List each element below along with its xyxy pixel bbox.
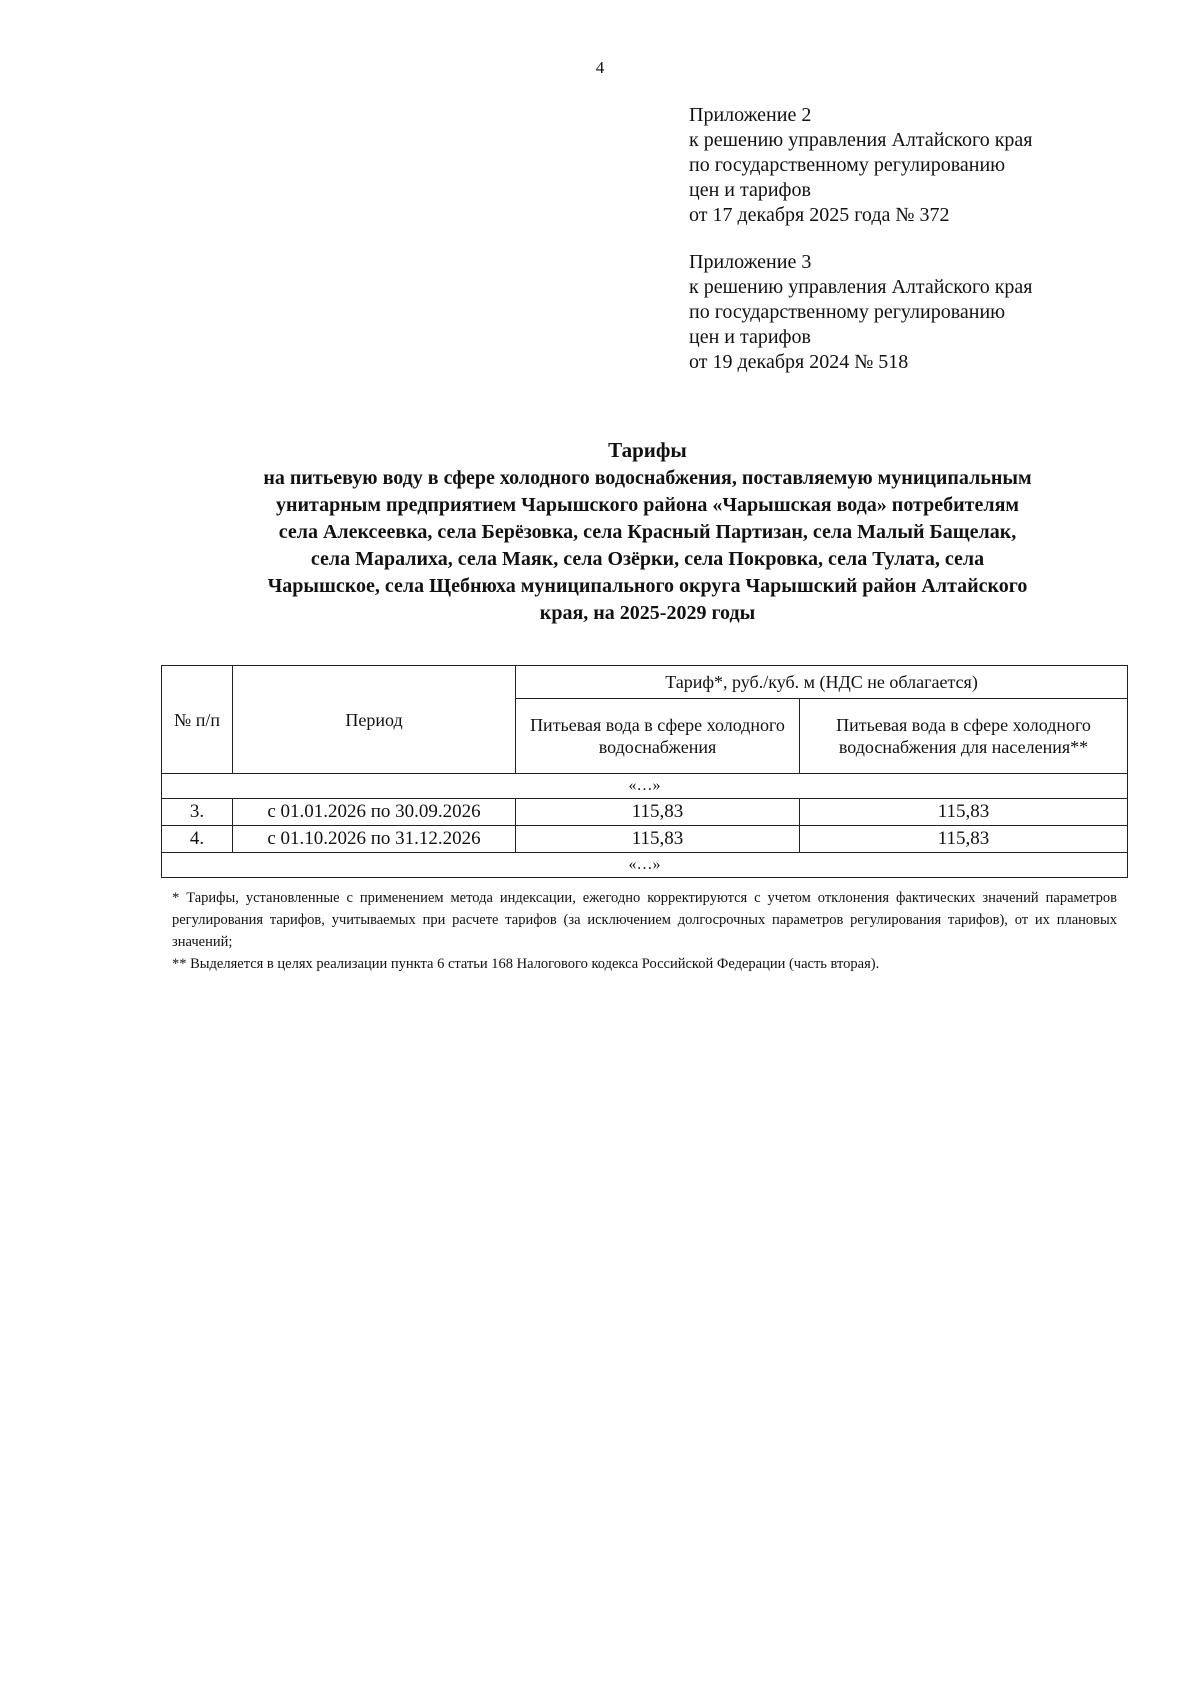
appendix-3-reference [689,250,1033,375]
title-line: села Алексеевка, села Берёзовка, села Красный Партизан, села Малый Бащелак, [278,521,1017,543]
appendix-line: Приложение 3 [689,251,812,273]
table-ellipsis-row [162,774,1128,799]
row-number: 3. [162,799,233,826]
table-ellipsis-row [162,853,1128,878]
row-population-tariff: 115,83 [800,799,1128,826]
table-row [162,799,1128,826]
footnote-indexation: * Тарифы, установленные с применением метода индексации, ежегодно корректируются с учетом отклонения фактических значений параметров регулирования тарифов, учитываемых при расчете тарифов (за исключением долгосрочных параметров регулирования тарифов), от их плановых значений; [172,890,1117,950]
title-line: унитарным предприятием Чарышского района «Чарышская вода» потребителям [275,494,1020,516]
document-title [165,437,1130,627]
appendix-line: по государственному регулированию [689,154,1006,176]
header-tariff-group: Тариф*, руб./куб. м (НДС не облагается) [516,666,1128,699]
appendix-line: к решению управления Алтайского края [689,129,1033,151]
footnote-vat: ** Выделяется в целях реализации пункта 6 статьи 168 Налогового кодекса Российской Федерации (часть вторая). [172,956,880,972]
title-main: Тарифы [608,438,687,462]
appendix-line: от 19 декабря 2024 № 518 [689,351,909,373]
row-number: 4. [162,826,233,853]
header-number: № п/п [162,666,233,774]
header-water: Питьевая вода в сфере холодного водоснабжения [516,699,800,774]
title-line: села Маралиха, села Маяк, села Озёрки, села Покровка, села Тулата, села [310,548,985,570]
tariff-table [161,665,1128,878]
ellipsis-bottom: «…» [162,853,1128,878]
ellipsis-top: «…» [162,774,1128,799]
header-period: Период [233,666,516,774]
appendix-line: к решению управления Алтайского края [689,276,1033,298]
appendix-2-reference [689,103,1033,228]
appendix-line: цен и тарифов [689,179,811,201]
appendix-line: Приложение 2 [689,104,812,126]
footnotes [172,887,1117,975]
row-water-tariff: 115,83 [516,826,800,853]
row-period: с 01.10.2026 по 31.12.2026 [233,826,516,853]
row-population-tariff: 115,83 [800,826,1128,853]
row-water-tariff: 115,83 [516,799,800,826]
table-row [162,826,1128,853]
row-period: с 01.01.2026 по 30.09.2026 [233,799,516,826]
appendix-line: от 17 декабря 2025 года № 372 [689,204,950,226]
title-line: на питьевую воду в сфере холодного водоснабжения, поставляемую муниципальным [263,467,1032,489]
title-line: края, на 2025-2029 годы [539,602,756,624]
header-population: Питьевая вода в сфере холодного водоснабжения для населения** [800,699,1128,774]
appendix-line: по государственному регулированию [689,301,1006,323]
table-header-row [162,666,1128,699]
page-number: 4 [595,58,605,77]
title-line: Чарышское, села Щебнюха муниципального округа Чарышский район Алтайского [267,575,1028,597]
appendix-line: цен и тарифов [689,326,811,348]
